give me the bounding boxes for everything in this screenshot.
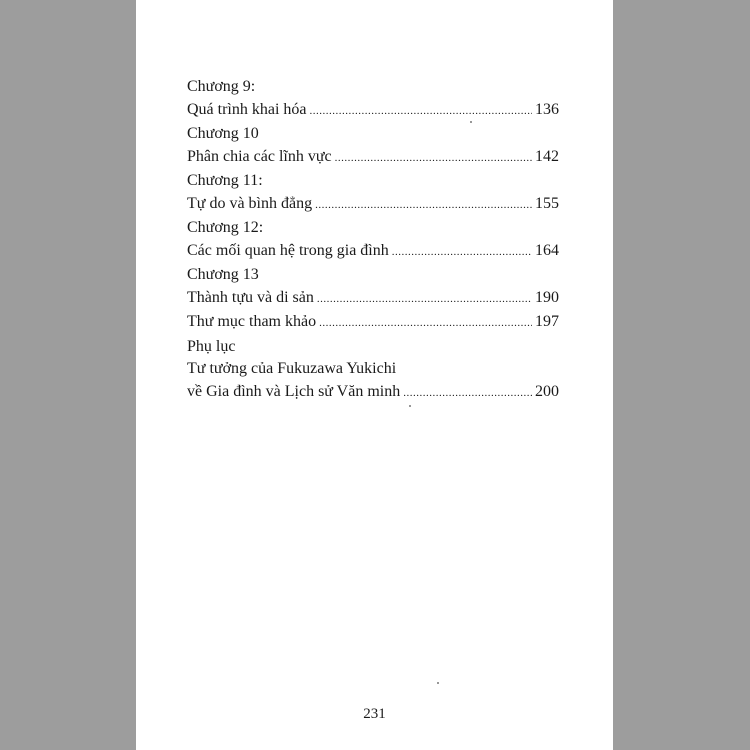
toc-line [187, 287, 559, 310]
toc-page-number: 164 [535, 241, 559, 259]
dot-leader [315, 194, 532, 217]
toc-line [187, 311, 559, 334]
toc-line [187, 170, 559, 193]
toc-heading: Tư tưởng của Fukuzawa Yukichi [187, 360, 397, 377]
toc-line [187, 76, 559, 99]
toc-line [187, 240, 559, 263]
toc-page-number: 142 [535, 147, 559, 165]
toc-title: Phân chia các lĩnh vực [187, 147, 332, 165]
toc-entry [187, 123, 559, 168]
toc-heading: Phụ lục [187, 337, 236, 355]
print-speck [437, 682, 439, 684]
toc-entry [187, 76, 559, 121]
toc-entry [187, 264, 559, 309]
dot-leader [317, 288, 532, 311]
dot-leader [335, 147, 532, 170]
toc-title: Thư mục tham khảo [187, 313, 317, 330]
toc-title: Thành tựu và di sản [187, 288, 314, 306]
toc-title: về Gia đình và Lịch sử Văn minh [187, 382, 401, 400]
dot-leader [403, 382, 532, 405]
toc-heading: Chương 9: [187, 78, 256, 95]
toc-line [187, 146, 559, 169]
toc-page-number: 155 [535, 194, 559, 212]
toc-line [187, 99, 559, 122]
toc-title: Các mối quan hệ trong gia đình [187, 241, 389, 259]
toc-title: Tự do và bình đẳng [187, 194, 313, 212]
print-speck [409, 405, 411, 407]
print-speck [470, 121, 472, 123]
toc-line [187, 336, 559, 359]
toc-heading: Chương 13 [187, 266, 259, 283]
toc-line [187, 123, 559, 146]
toc-line [187, 217, 559, 240]
toc-heading: Chương 10 [187, 125, 259, 142]
toc-page-number: 197 [535, 313, 559, 330]
toc-page-number: 190 [535, 288, 559, 306]
toc-entry [187, 336, 559, 404]
toc-entry [187, 311, 559, 334]
dot-leader [392, 241, 532, 264]
toc-line [187, 381, 559, 404]
toc-entry [187, 170, 559, 215]
toc-line [187, 358, 559, 381]
toc-line [187, 193, 559, 216]
page-number: 231 [363, 706, 386, 722]
toc-heading: Chương 12: [187, 219, 264, 236]
toc-title: Quá trình khai hóa [187, 100, 307, 118]
toc-page-number: 200 [535, 382, 559, 400]
toc-page-number: 136 [535, 100, 559, 118]
dot-leader [319, 312, 532, 335]
dot-leader [310, 100, 532, 123]
toc-heading: Chương 11: [187, 172, 263, 189]
toc-entry [187, 217, 559, 262]
toc-line [187, 264, 559, 287]
book-page [136, 0, 613, 750]
table-of-contents [187, 76, 559, 405]
